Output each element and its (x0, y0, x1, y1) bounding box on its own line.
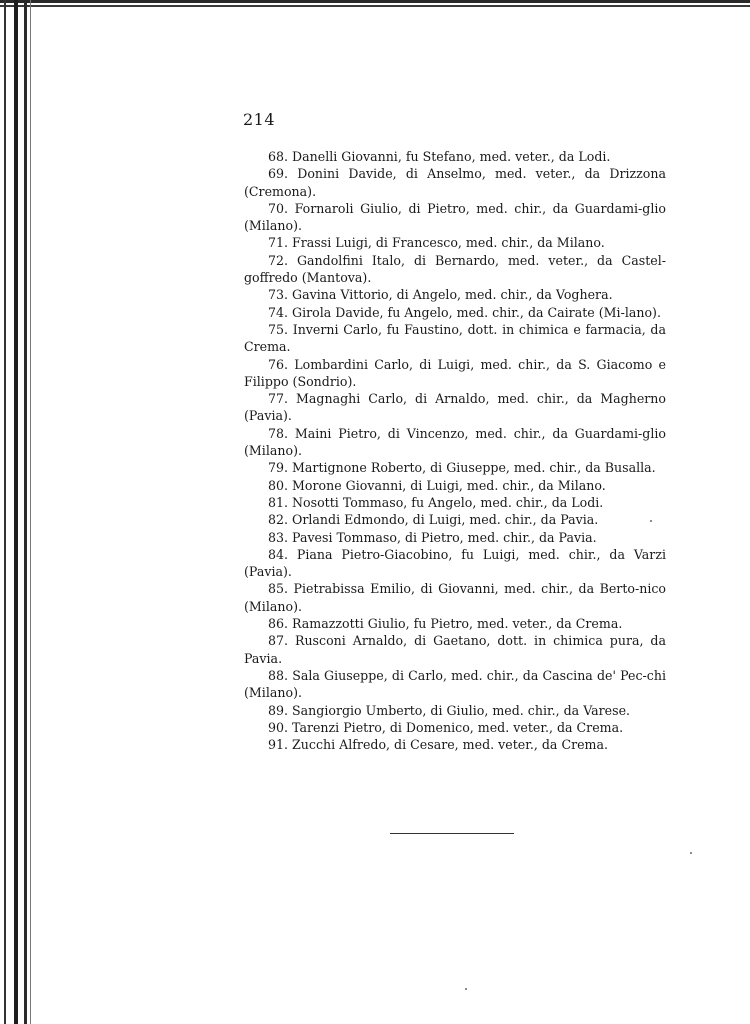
list-item: 73. Gavina Vittorio, di Angelo, med. chir., da Voghera. (268, 287, 613, 303)
list-item: 87. Rusconi Arnaldo, di Gaetano, dott. in chimica pura, da Pavia. (244, 633, 666, 666)
list-item: 71. Frassi Luigi, di Francesco, med. chir., da Milano. (268, 235, 605, 251)
list-item: 90. Tarenzi Pietro, di Domenico, med. veter., da Crema. (268, 719, 624, 735)
list-item: 81. Nosotti Tommaso, fu Angelo, med. chir., da Lodi. (268, 494, 604, 510)
scan-top-edge (0, 0, 750, 9)
list-item: 76. Lombardini Carlo, di Luigi, med. chir., da S. Giacomo e Filippo (Sondrio). (244, 356, 666, 389)
list-item: 91. Zucchi Alfredo, di Cesare, med. veter., da Crema. (268, 737, 609, 753)
book-spine-edge (0, 0, 34, 1024)
list-item: 84. Piana Pietro-Giacobino, fu Luigi, med. chir., da Varzi (Pavia). (244, 546, 666, 580)
list-item: 70. Fornaroli Giulio, di Pietro, med. chir., da Guardami-glio (Milano). (244, 200, 666, 234)
list-item: 74. Girola Davide, fu Angelo, med. chir., da Cairate (Mi-lano). (268, 304, 661, 320)
list-item: 80. Morone Giovanni, di Luigi, med. chir., da Milano. (268, 477, 606, 493)
list-item: 86. Ramazzotti Giulio, fu Pietro, med. veter., da Crema. (268, 616, 623, 632)
list-item: 75. Inverni Carlo, fu Faustino, dott. in chimica e farmacia, da Crema. (244, 321, 666, 355)
list-item: 89. Sangiorgio Umberto, di Giulio, med. chir., da Varese. (268, 702, 631, 718)
scan-speck (690, 852, 692, 854)
list-item: 82. Orlandi Edmondo, di Luigi, med. chir., da Pavia. (268, 512, 599, 528)
list-item: 85. Pietrabissa Emilio, di Giovanni, med. chir., da Berto-nico (Milano). (244, 581, 666, 614)
list-item: 68. Danelli Giovanni, fu Stefano, med. veter., da Lodi. (268, 149, 611, 164)
graduate-list (244, 148, 666, 753)
list-item: 79. Martignone Roberto, di Giuseppe, med. chir., da Busalla. (268, 460, 656, 476)
page-number: 214 (243, 110, 276, 129)
section-end-rule (390, 833, 514, 834)
list-item: 83. Pavesi Tommaso, di Pietro, med. chir., da Pavia. (268, 529, 597, 545)
list-item: 78. Maini Pietro, di Vincenzo, med. chir., da Guardami-glio (Milano). (244, 425, 666, 459)
list-item: 88. Sala Giuseppe, di Carlo, med. chir., da Cascina de' Pec-chi (Milano). (244, 667, 666, 701)
list-item: 69. Donini Davide, di Anselmo, med. veter., da Drizzona (Cremona). (244, 166, 666, 199)
scan-speck (650, 520, 652, 522)
scan-speck (465, 988, 467, 990)
list-item: 72. Gandolfini Italo, di Bernardo, med. veter., da Castel-goffredo (Mantova). (244, 252, 666, 286)
list-item: 77. Magnaghi Carlo, di Arnaldo, med. chir., da Magherno (Pavia). (244, 391, 666, 424)
